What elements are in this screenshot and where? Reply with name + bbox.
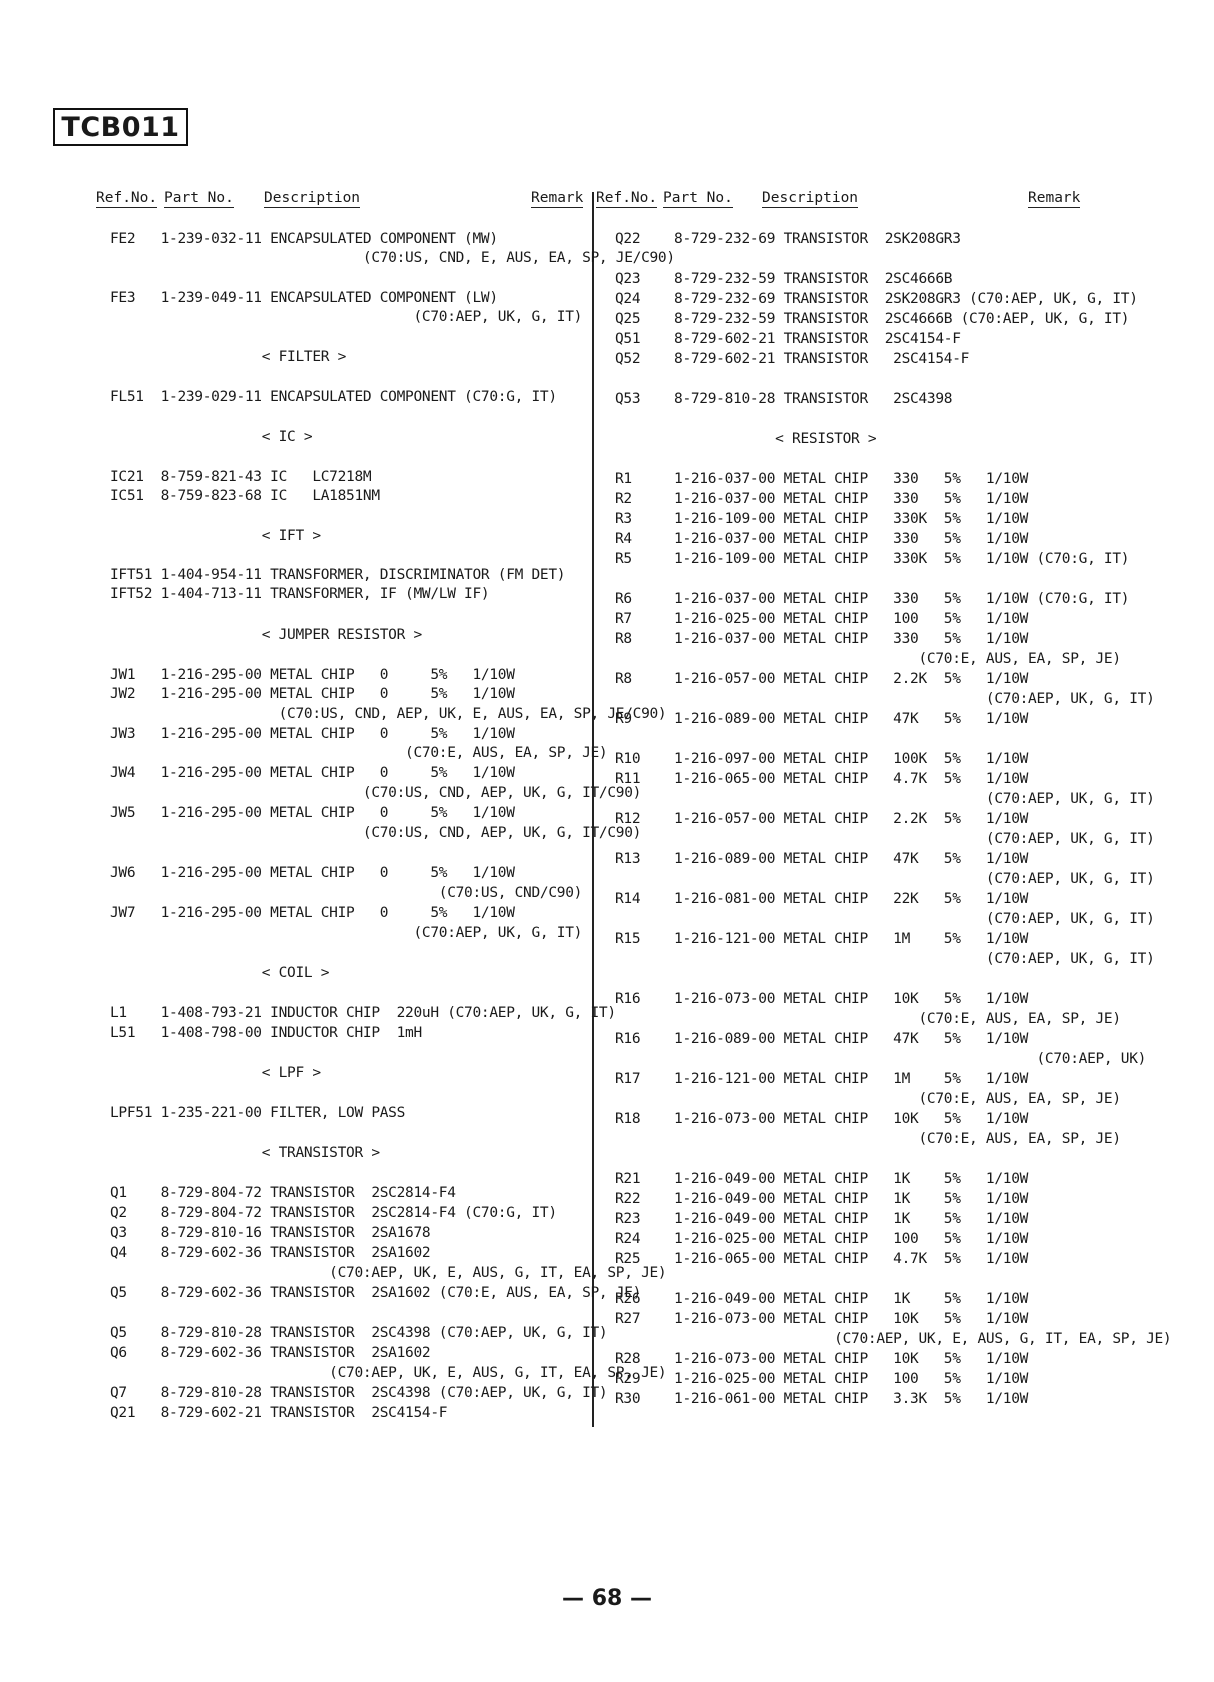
left-remark-header: Remark bbox=[531, 190, 584, 206]
right-line: (C70:AEP, UK) bbox=[615, 1051, 1147, 1067]
left-line: < JUMPER RESISTOR > bbox=[110, 627, 422, 643]
left-line: (C70:US, CND, AEP, UK, G, IT/C90) bbox=[110, 825, 642, 841]
right-desc-header: Description bbox=[762, 190, 859, 206]
left-line: < IC > bbox=[110, 429, 313, 445]
right-line: R29 1-216-025-00 METAL CHIP 100 5% 1/10W bbox=[615, 1371, 1029, 1387]
right-line: Q53 8-729-810-28 TRANSISTOR 2SC4398 bbox=[615, 391, 953, 407]
left-line: L51 1-408-798-00 INDUCTOR CHIP 1mH bbox=[110, 1025, 422, 1041]
left-ref-header: Ref.No. bbox=[96, 190, 158, 206]
right-line: R17 1-216-121-00 METAL CHIP 1M 5% 1/10W bbox=[615, 1071, 1029, 1087]
right-line: (C70:E, AUS, EA, SP, JE) bbox=[615, 651, 1121, 667]
right-line: R28 1-216-073-00 METAL CHIP 10K 5% 1/10W bbox=[615, 1351, 1029, 1367]
right-line: R8 1-216-057-00 METAL CHIP 2.2K 5% 1/10W bbox=[615, 671, 1029, 687]
right-line: R16 1-216-089-00 METAL CHIP 47K 5% 1/10W bbox=[615, 1031, 1029, 1047]
right-line: R27 1-216-073-00 METAL CHIP 10K 5% 1/10W bbox=[615, 1311, 1029, 1327]
left-line: < TRANSISTOR > bbox=[110, 1145, 380, 1161]
left-line: IFT51 1-404-954-11 TRANSFORMER, DISCRIMINATOR (FM DET) bbox=[110, 567, 566, 583]
left-line: IC51 8-759-823-68 IC LA1851NM bbox=[110, 488, 380, 504]
right-line: R13 1-216-089-00 METAL CHIP 47K 5% 1/10W bbox=[615, 851, 1029, 867]
right-line: Q51 8-729-602-21 TRANSISTOR 2SC4154-F bbox=[615, 331, 961, 347]
left-line: JW7 1-216-295-00 METAL CHIP 0 5% 1/10W bbox=[110, 905, 515, 921]
right-line: R1 1-216-037-00 METAL CHIP 330 5% 1/10W bbox=[615, 471, 1029, 487]
left-line: (C70:AEP, UK, E, AUS, G, IT, EA, SP, JE) bbox=[110, 1265, 667, 1281]
right-line: (C70:AEP, UK, G, IT) bbox=[615, 691, 1155, 707]
right-line: (C70:E, AUS, EA, SP, JE) bbox=[615, 1011, 1121, 1027]
left-desc-header: Description bbox=[264, 190, 361, 206]
left-line: JW3 1-216-295-00 METAL CHIP 0 5% 1/10W bbox=[110, 726, 515, 742]
left-line: JW5 1-216-295-00 METAL CHIP 0 5% 1/10W bbox=[110, 805, 515, 821]
right-line: (C70:AEP, UK, E, AUS, G, IT, EA, SP, JE) bbox=[615, 1331, 1172, 1347]
left-line: L1 1-408-793-21 INDUCTOR CHIP 220uH (C70:AEP, UK, G, IT) bbox=[110, 1005, 616, 1021]
left-line: Q1 8-729-804-72 TRANSISTOR 2SC2814-F4 bbox=[110, 1185, 456, 1201]
right-line: R18 1-216-073-00 METAL CHIP 10K 5% 1/10W bbox=[615, 1111, 1029, 1127]
right-line: R9 1-216-089-00 METAL CHIP 47K 5% 1/10W bbox=[615, 711, 1029, 727]
left-line: Q7 8-729-810-28 TRANSISTOR 2SC4398 (C70:AEP, UK, G, IT) bbox=[110, 1385, 608, 1401]
right-line: R23 1-216-049-00 METAL CHIP 1K 5% 1/10W bbox=[615, 1211, 1029, 1227]
left-line: (C70:AEP, UK, G, IT) bbox=[110, 309, 583, 325]
left-line: (C70:AEP, UK, G, IT) bbox=[110, 925, 583, 941]
left-line: (C70:US, CND, AEP, UK, G, IT/C90) bbox=[110, 785, 642, 801]
right-line: R3 1-216-109-00 METAL CHIP 330K 5% 1/10W bbox=[615, 511, 1029, 527]
left-line: IFT52 1-404-713-11 TRANSFORMER, IF (MW/LW IF) bbox=[110, 586, 490, 602]
left-line: Q5 8-729-602-36 TRANSISTOR 2SA1602 (C70:E, AUS, EA, SP, JE) bbox=[110, 1285, 642, 1301]
left-line: (C70:US, CND/C90) bbox=[110, 885, 583, 901]
right-line: (C70:AEP, UK, G, IT) bbox=[615, 791, 1155, 807]
left-part-header: Part No. bbox=[164, 190, 234, 206]
right-ref-header: Ref.No. bbox=[596, 190, 658, 206]
right-line: R25 1-216-065-00 METAL CHIP 4.7K 5% 1/10W bbox=[615, 1251, 1029, 1267]
page-number: — 68 — bbox=[562, 1586, 652, 1611]
left-line: IC21 8-759-821-43 IC LC7218M bbox=[110, 469, 372, 485]
right-line: R6 1-216-037-00 METAL CHIP 330 5% 1/10W (C70:G, IT) bbox=[615, 591, 1130, 607]
right-line: R11 1-216-065-00 METAL CHIP 4.7K 5% 1/10W bbox=[615, 771, 1029, 787]
right-line: R4 1-216-037-00 METAL CHIP 330 5% 1/10W bbox=[615, 531, 1029, 547]
right-line: Q23 8-729-232-59 TRANSISTOR 2SC4666B bbox=[615, 271, 953, 287]
right-line: R26 1-216-049-00 METAL CHIP 1K 5% 1/10W bbox=[615, 1291, 1029, 1307]
right-line: R8 1-216-037-00 METAL CHIP 330 5% 1/10W bbox=[615, 631, 1029, 647]
left-line: < IFT > bbox=[110, 528, 321, 544]
left-line: (C70:E, AUS, EA, SP, JE) bbox=[110, 745, 608, 761]
right-line: R5 1-216-109-00 METAL CHIP 330K 5% 1/10W (C70:G, IT) bbox=[615, 551, 1130, 567]
left-line: LPF51 1-235-221-00 FILTER, LOW PASS bbox=[110, 1105, 406, 1121]
right-line: Q22 8-729-232-69 TRANSISTOR 2SK208GR3 bbox=[615, 231, 961, 247]
left-line: Q5 8-729-810-28 TRANSISTOR 2SC4398 (C70:AEP, UK, G, IT) bbox=[110, 1325, 608, 1341]
right-part-header: Part No. bbox=[663, 190, 733, 206]
left-line: Q6 8-729-602-36 TRANSISTOR 2SA1602 bbox=[110, 1345, 431, 1361]
right-line: (C70:AEP, UK, G, IT) bbox=[615, 871, 1155, 887]
left-line: Q2 8-729-804-72 TRANSISTOR 2SC2814-F4 (C70:G, IT) bbox=[110, 1205, 557, 1221]
right-line: Q24 8-729-232-69 TRANSISTOR 2SK208GR3 (C70:AEP, UK, G, IT) bbox=[615, 291, 1138, 307]
left-line: < COIL > bbox=[110, 965, 330, 981]
right-line: Q52 8-729-602-21 TRANSISTOR 2SC4154-F bbox=[615, 351, 970, 367]
left-line: (C70:AEP, UK, E, AUS, G, IT, EA, SP, JE) bbox=[110, 1365, 667, 1381]
right-line: Q25 8-729-232-59 TRANSISTOR 2SC4666B (C70:AEP, UK, G, IT) bbox=[615, 311, 1130, 327]
right-line: (C70:AEP, UK, G, IT) bbox=[615, 831, 1155, 847]
left-line: < LPF > bbox=[110, 1065, 321, 1081]
left-line: < FILTER > bbox=[110, 349, 347, 365]
left-line: FE3 1-239-049-11 ENCAPSULATED COMPONENT (LW) bbox=[110, 290, 498, 306]
right-line: R12 1-216-057-00 METAL CHIP 2.2K 5% 1/10W bbox=[615, 811, 1029, 827]
right-line: R7 1-216-025-00 METAL CHIP 100 5% 1/10W bbox=[615, 611, 1029, 627]
right-line: (C70:AEP, UK, G, IT) bbox=[615, 951, 1155, 967]
left-line: JW2 1-216-295-00 METAL CHIP 0 5% 1/10W bbox=[110, 686, 515, 702]
right-line: R24 1-216-025-00 METAL CHIP 100 5% 1/10W bbox=[615, 1231, 1029, 1247]
right-line: R2 1-216-037-00 METAL CHIP 330 5% 1/10W bbox=[615, 491, 1029, 507]
left-line: (C70:US, CND, AEP, UK, E, AUS, EA, SP, JE/C90) bbox=[110, 706, 667, 722]
left-line: Q21 8-729-602-21 TRANSISTOR 2SC4154-F bbox=[110, 1405, 448, 1421]
left-line: JW6 1-216-295-00 METAL CHIP 0 5% 1/10W bbox=[110, 865, 515, 881]
right-line: R15 1-216-121-00 METAL CHIP 1M 5% 1/10W bbox=[615, 931, 1029, 947]
column-divider bbox=[592, 192, 594, 1427]
right-line: < RESISTOR > bbox=[615, 431, 877, 447]
right-line: R22 1-216-049-00 METAL CHIP 1K 5% 1/10W bbox=[615, 1191, 1029, 1207]
left-line: FE2 1-239-032-11 ENCAPSULATED COMPONENT (MW) bbox=[110, 231, 498, 247]
left-line: (C70:US, CND, E, AUS, EA, SP, JE/C90) bbox=[110, 250, 675, 266]
right-line: R30 1-216-061-00 METAL CHIP 3.3K 5% 1/10W bbox=[615, 1391, 1029, 1407]
right-line: R21 1-216-049-00 METAL CHIP 1K 5% 1/10W bbox=[615, 1171, 1029, 1187]
left-line: Q4 8-729-602-36 TRANSISTOR 2SA1602 bbox=[110, 1245, 431, 1261]
right-line: (C70:E, AUS, EA, SP, JE) bbox=[615, 1091, 1121, 1107]
model-label-box: TCB011 bbox=[53, 108, 188, 146]
right-line: (C70:AEP, UK, G, IT) bbox=[615, 911, 1155, 927]
right-line: R10 1-216-097-00 METAL CHIP 100K 5% 1/10W bbox=[615, 751, 1029, 767]
right-remark-header: Remark bbox=[1028, 190, 1081, 206]
left-line: JW4 1-216-295-00 METAL CHIP 0 5% 1/10W bbox=[110, 765, 515, 781]
right-line: R14 1-216-081-00 METAL CHIP 22K 5% 1/10W bbox=[615, 891, 1029, 907]
left-line: JW1 1-216-295-00 METAL CHIP 0 5% 1/10W bbox=[110, 667, 515, 683]
right-line: (C70:E, AUS, EA, SP, JE) bbox=[615, 1131, 1121, 1147]
left-line: Q3 8-729-810-16 TRANSISTOR 2SA1678 bbox=[110, 1225, 431, 1241]
right-line: R16 1-216-073-00 METAL CHIP 10K 5% 1/10W bbox=[615, 991, 1029, 1007]
left-line: FL51 1-239-029-11 ENCAPSULATED COMPONENT (C70:G, IT) bbox=[110, 389, 557, 405]
